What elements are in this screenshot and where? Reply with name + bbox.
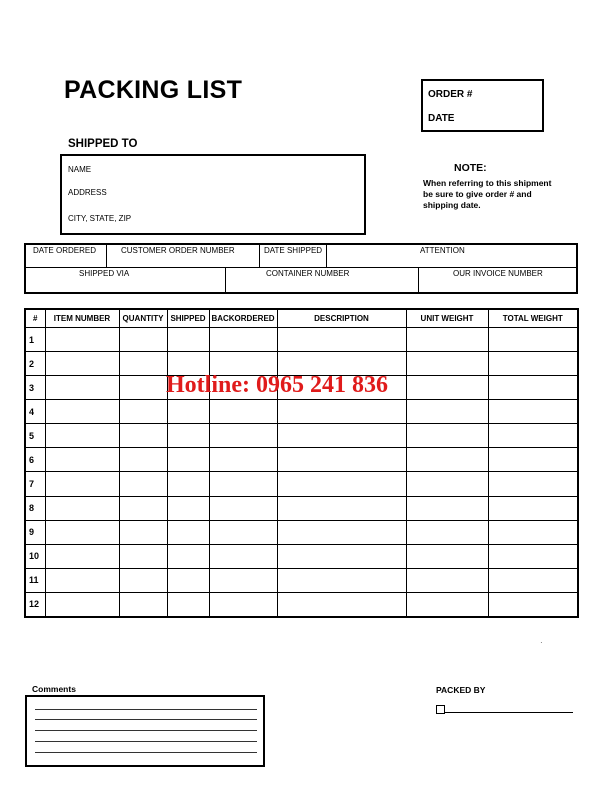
order-box bbox=[421, 79, 544, 132]
table-cell[interactable] bbox=[119, 568, 167, 592]
note-title: NOTE: bbox=[454, 162, 487, 174]
table-cell[interactable] bbox=[45, 592, 119, 617]
table-cell[interactable] bbox=[406, 376, 488, 400]
comment-line bbox=[35, 752, 257, 753]
table-cell[interactable] bbox=[119, 448, 167, 472]
table-cell[interactable] bbox=[406, 544, 488, 568]
table-cell[interactable] bbox=[167, 496, 209, 520]
table-cell[interactable] bbox=[45, 472, 119, 496]
column-header: TOTAL WEIGHT bbox=[488, 309, 578, 328]
comment-line bbox=[35, 709, 257, 710]
column-header: DESCRIPTION bbox=[277, 309, 406, 328]
column-header: # bbox=[25, 309, 45, 328]
table-cell[interactable] bbox=[209, 448, 277, 472]
address-label: ADDRESS bbox=[68, 188, 107, 197]
table-cell[interactable] bbox=[406, 520, 488, 544]
table-cell[interactable] bbox=[119, 520, 167, 544]
table-cell[interactable] bbox=[277, 400, 406, 424]
comment-line bbox=[35, 719, 257, 720]
table-cell[interactable] bbox=[277, 592, 406, 617]
row-number: 4 bbox=[25, 400, 45, 424]
attention-label: ATTENTION bbox=[420, 246, 465, 255]
table-cell[interactable] bbox=[406, 496, 488, 520]
table-cell[interactable] bbox=[277, 544, 406, 568]
divider bbox=[259, 245, 260, 267]
table-cell[interactable] bbox=[406, 400, 488, 424]
shipped-to-title: SHIPPED TO bbox=[68, 138, 138, 150]
table-cell[interactable] bbox=[277, 472, 406, 496]
table-cell[interactable] bbox=[209, 496, 277, 520]
column-header: QUANTITY bbox=[119, 309, 167, 328]
table-row bbox=[25, 328, 578, 352]
table-cell[interactable] bbox=[167, 328, 209, 352]
table-row bbox=[25, 544, 578, 568]
order-number-label: ORDER # bbox=[428, 89, 473, 100]
table-cell[interactable] bbox=[488, 328, 578, 352]
table-cell[interactable] bbox=[406, 424, 488, 448]
table-cell[interactable] bbox=[277, 568, 406, 592]
row-number: 10 bbox=[25, 544, 45, 568]
table-cell[interactable] bbox=[488, 520, 578, 544]
hotline-watermark: Hotline: 0965 241 836 bbox=[166, 372, 388, 398]
table-cell[interactable] bbox=[167, 448, 209, 472]
table-cell[interactable] bbox=[406, 592, 488, 617]
table-cell[interactable] bbox=[406, 472, 488, 496]
table-cell[interactable] bbox=[167, 544, 209, 568]
table-row bbox=[25, 424, 578, 448]
table-cell[interactable] bbox=[119, 352, 167, 376]
table-cell[interactable] bbox=[167, 424, 209, 448]
table-cell[interactable] bbox=[488, 496, 578, 520]
shipped-to-box bbox=[60, 154, 366, 235]
table-cell[interactable] bbox=[406, 448, 488, 472]
table-cell[interactable] bbox=[45, 424, 119, 448]
column-header: ITEM NUMBER bbox=[45, 309, 119, 328]
table-cell[interactable] bbox=[119, 472, 167, 496]
table-cell[interactable] bbox=[167, 592, 209, 617]
table-header-row bbox=[25, 309, 578, 328]
comments-title: Comments bbox=[32, 684, 76, 694]
table-row bbox=[25, 448, 578, 472]
table-cell[interactable] bbox=[45, 520, 119, 544]
city-state-zip-label: CITY, STATE, ZIP bbox=[68, 214, 132, 223]
table-row bbox=[25, 520, 578, 544]
comment-line bbox=[35, 741, 257, 742]
table-cell[interactable] bbox=[167, 568, 209, 592]
packed-by-checkbox[interactable] bbox=[436, 705, 445, 714]
table-cell[interactable] bbox=[488, 544, 578, 568]
table-row bbox=[25, 472, 578, 496]
table-cell[interactable] bbox=[209, 568, 277, 592]
row-number: 9 bbox=[25, 520, 45, 544]
table-cell[interactable] bbox=[209, 472, 277, 496]
table-cell[interactable] bbox=[488, 592, 578, 617]
table-cell[interactable] bbox=[488, 376, 578, 400]
table-cell[interactable] bbox=[209, 400, 277, 424]
table-cell[interactable] bbox=[277, 424, 406, 448]
divider bbox=[26, 267, 576, 268]
table-cell[interactable] bbox=[209, 520, 277, 544]
table-cell[interactable] bbox=[119, 376, 167, 400]
date-label: DATE bbox=[428, 113, 455, 124]
row-number: 7 bbox=[25, 472, 45, 496]
table-cell[interactable] bbox=[277, 520, 406, 544]
packed-by-signature-line[interactable] bbox=[445, 712, 573, 713]
divider bbox=[326, 245, 327, 267]
table-cell[interactable] bbox=[277, 328, 406, 352]
table-cell[interactable] bbox=[119, 328, 167, 352]
comments-box[interactable] bbox=[25, 695, 265, 767]
table-row bbox=[25, 400, 578, 424]
row-number: 5 bbox=[25, 424, 45, 448]
table-cell[interactable] bbox=[45, 400, 119, 424]
packed-by-title: PACKED BY bbox=[436, 685, 486, 695]
table-row bbox=[25, 496, 578, 520]
invoice-number-label: OUR INVOICE NUMBER bbox=[453, 269, 543, 278]
table-cell[interactable] bbox=[167, 472, 209, 496]
page-title: PACKING LIST bbox=[64, 76, 243, 104]
column-header: BACKORDERED bbox=[209, 309, 277, 328]
table-cell[interactable] bbox=[119, 592, 167, 617]
row-number: 12 bbox=[25, 592, 45, 617]
table-cell[interactable] bbox=[277, 496, 406, 520]
table-cell[interactable] bbox=[45, 328, 119, 352]
table-cell[interactable] bbox=[488, 472, 578, 496]
note-text: When referring to this shipment be sure to give order # and shipping date. bbox=[423, 178, 552, 210]
table-cell[interactable] bbox=[45, 352, 119, 376]
row-number: 8 bbox=[25, 496, 45, 520]
table-cell[interactable] bbox=[45, 496, 119, 520]
table-row bbox=[25, 568, 578, 592]
divider bbox=[106, 245, 107, 267]
row-number: 3 bbox=[25, 376, 45, 400]
stray-mark: · bbox=[540, 638, 543, 647]
table-cell[interactable] bbox=[277, 448, 406, 472]
row-number: 11 bbox=[25, 568, 45, 592]
table-cell[interactable] bbox=[209, 592, 277, 617]
table-cell[interactable] bbox=[406, 568, 488, 592]
comment-line bbox=[35, 730, 257, 731]
row-number: 2 bbox=[25, 352, 45, 376]
table-cell[interactable] bbox=[119, 424, 167, 448]
date-ordered-label: DATE ORDERED bbox=[33, 246, 96, 255]
divider bbox=[225, 267, 226, 292]
table-cell[interactable] bbox=[488, 352, 578, 376]
table-cell[interactable] bbox=[488, 424, 578, 448]
table-cell[interactable] bbox=[167, 520, 209, 544]
table-cell[interactable] bbox=[209, 328, 277, 352]
table-cell[interactable] bbox=[209, 424, 277, 448]
table-cell[interactable] bbox=[406, 352, 488, 376]
items-table bbox=[24, 308, 579, 618]
table-cell[interactable] bbox=[488, 568, 578, 592]
table-cell[interactable] bbox=[406, 328, 488, 352]
row-number: 6 bbox=[25, 448, 45, 472]
table-cell[interactable] bbox=[167, 400, 209, 424]
table-cell[interactable] bbox=[209, 544, 277, 568]
table-cell[interactable] bbox=[45, 448, 119, 472]
table-cell[interactable] bbox=[45, 544, 119, 568]
shipping-info-box bbox=[24, 243, 578, 294]
name-label: NAME bbox=[68, 165, 92, 174]
table-cell[interactable] bbox=[45, 568, 119, 592]
table-cell[interactable] bbox=[119, 496, 167, 520]
table-row bbox=[25, 592, 578, 617]
column-header: UNIT WEIGHT bbox=[406, 309, 488, 328]
table-cell[interactable] bbox=[119, 544, 167, 568]
table-cell[interactable] bbox=[488, 448, 578, 472]
date-shipped-label: DATE SHIPPED bbox=[264, 246, 323, 255]
column-header: SHIPPED bbox=[167, 309, 209, 328]
shipped-via-label: SHIPPED VIA bbox=[79, 269, 130, 278]
table-cell[interactable] bbox=[119, 400, 167, 424]
table-cell[interactable] bbox=[488, 400, 578, 424]
customer-order-number-label: CUSTOMER ORDER NUMBER bbox=[121, 246, 235, 255]
row-number: 1 bbox=[25, 328, 45, 352]
divider bbox=[418, 267, 419, 292]
table-cell[interactable] bbox=[45, 376, 119, 400]
container-number-label: CONTAINER NUMBER bbox=[266, 269, 350, 278]
